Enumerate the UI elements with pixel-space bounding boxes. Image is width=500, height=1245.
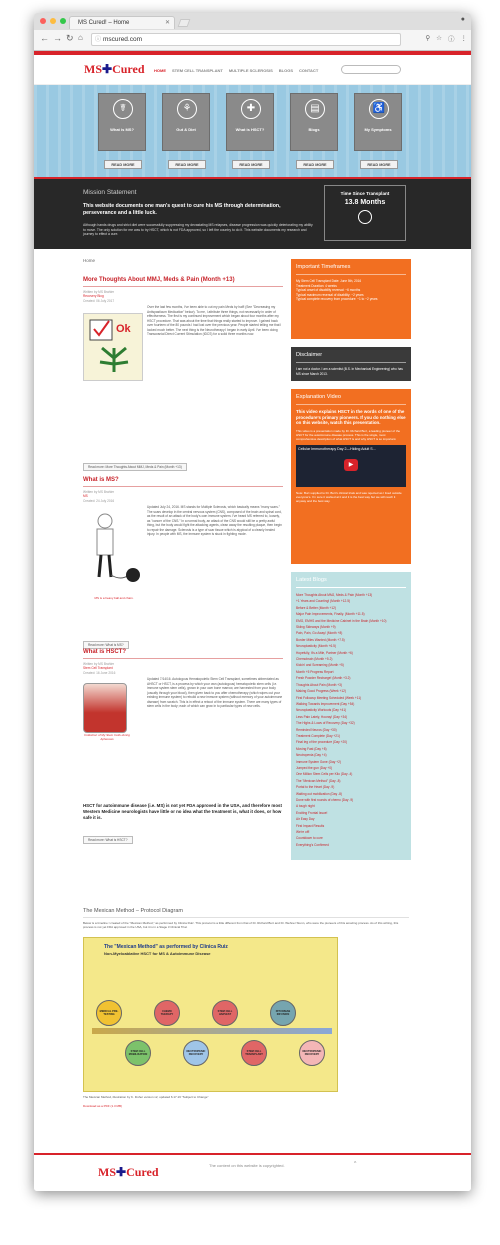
- hsct-warning: HSCT for autoimmune disease (i.e. MS) is not yet FDA approved in the USA, and therefore most Western Medicine neurologists have little or no idea what the treatment is, what it does, or how safe it is.: [83, 803, 282, 820]
- site-logo[interactable]: MS✚Cured: [84, 62, 145, 76]
- mission-title: Mission Statement: [83, 189, 137, 196]
- back-button[interactable]: ←: [40, 33, 49, 43]
- read-more-button[interactable]: READ MORE: [168, 160, 206, 169]
- home-button[interactable]: ⌂: [78, 33, 83, 42]
- latest-blog-link[interactable]: A tough night: [296, 804, 315, 809]
- feature-banner: [34, 85, 471, 179]
- read-more-button[interactable]: Read more: What is MS?: [83, 641, 129, 649]
- video-widget: Explanation Video This video explains HSCT in the words of one of the procedure's primary pioneers. If you do nothing else on this website, watch this presentation. This video is a presentation made by Dr. Richard Burt, a leading pioneer of the HSCT for the autoimmune disease process. This is the single, most comprehensive description of what HSCT is and why HSCT is so important. Cellular Immunotherapy Day 2—Hiding Adult S… ▶ Note: Burt supplied to Dr. Burt's clinical trials and was rejected as I lived outside everyone's. I'm sure it worked at it and it is the best way but we will reach it anyway and the best way.: [291, 389, 411, 564]
- diagram-stage-bubble: CHEMO THERAPY: [154, 1000, 180, 1026]
- info-icon: ⓘ: [95, 37, 102, 43]
- latest-blog-link[interactable]: Waiting out mobilization (Day -8): [296, 791, 342, 796]
- mission-statement: This website documents one man's quest to cure his MS through determination, perseverance and a little luck.: [83, 203, 281, 216]
- post-excerpt: Updated 7/14/16. Autologous Hematopoietic Stem Cell Transplant, sometimes abbreviated as AHSCT or HSCT, is a process by which your own (autologous) hematopoietic stem cells (i.e. immune system stem cells), grown in your own bone marrow, are harvested from your body (usually through your blood), then given back to you after chemotherapy (which wipes out your existing immune system) to rebuild a new immune system (without memory of your autoimmune disease) from scratch. This is in effect a reboot of the immune system. There are many types of stem cells in the body; each of which can grow in to particular types of new cells.: [147, 677, 283, 708]
- menu-item-home[interactable]: HOME: [154, 68, 166, 73]
- footer-logo[interactable]: MS✚Cured: [98, 1165, 159, 1179]
- latest-blog-link[interactable]: EMG, EMHS and the Medicine Cabinet in the Brain (Month +10): [296, 618, 387, 623]
- diagram-stage-bubble: NEUTROPENIC RECOVERY: [299, 1040, 325, 1066]
- latest-blog-link[interactable]: The Highs & Lows of Recovery (Day +32): [296, 721, 355, 726]
- post-mmj: More Thoughts About MMJ, Meds & Pain (Month +13) Written by MS Brahler Recovery Blog Created: 06 July 2017 Ok Over the last few months, I've been able to cut my pain Meds by half! (See "Decreasing my Antispasticum Medication" below). To me, I attribute three things, not necessarily in order of effectiveness. The first is my continued improvement which began about four months after my HSCT procedure. That was about the time that things really started to improve. I gained back over fourteen of the 80 pounds I had lost over the previous year. People started telling me that I looked much better. The next thing is the Neurotherapy I began in early April. I've been doing Transcranial Direct Current Stimulation (tDCS) for a solid three months now. Read more: More Thoughts About MMJ, Meds & Pain (Month +13): [83, 277, 282, 469]
- post-excerpt: Over the last few months, I've been able to cut my pain Meds by half! (See "Decreasing my Antispasticum Medication" below). To me, I attribute three things, not necessarily in order of effectiveness. The first is my continued improvement which began about four months after my HSCT procedure. That was about the time that things really started to improve. I gained back over fourteen of the 80 pounds I had lost over the previous year. People started telling me that I looked much better. The next thing is the Neurotherapy I began in early April. I've been doing Transcranial Direct Current Stimulation (tDCS) for a solid three months now.: [147, 305, 282, 336]
- read-more-button[interactable]: Read more: What is HSCT?: [83, 836, 133, 844]
- diagram-stage-bubble: STEM CELL HARVEST: [212, 1000, 238, 1026]
- latest-blog-link[interactable]: Skiing Sideways (Month +9): [296, 625, 336, 630]
- diagram-stage-bubble: MEDICAL PRE-TESTING: [96, 1000, 122, 1026]
- site-footer: MS✚Cured The content on this website is copyrighted. ^: [34, 1153, 471, 1191]
- download-pdf-link[interactable]: Download as a PDF (1.3 MB): [83, 1103, 123, 1108]
- feature-tile[interactable]: ☤ What is MS? READ MORE: [98, 93, 146, 151]
- site-header: [34, 55, 471, 85]
- svg-text:Ok: Ok: [116, 323, 131, 335]
- post-what-is-ms: What is MS? Written by MS Brahler MS Created: 24 July 2016 MS is a heavy ball and chain. Updated July 24, 2016. MS stands for Multiple Sclerosis, which basically means "many scars." The scars develop in the central nervous system (CNS), composed of the brain and spinal cord, as the result of an attack of the body's own immune system. I've heard MS referred to, loosely, as "cancer of the CNS." In a normal body, an attack of the CNS would still be a pretty awful thing, but the body would fight the attacking agents, clean away the resulting plaque, then begin to repair the damage. Sclerosis is a type of scar tissue which is atypical of a cleanly healed injury. In people with MS, the immune system is stuck in fighting mode. Read more: What is MS?: [83, 477, 282, 647]
- latest-blog-link[interactable]: Portal to the Heart (Day -9): [296, 785, 335, 790]
- post-title[interactable]: More Thoughts About MMJ, Meds & Pain (Month +13): [83, 277, 283, 287]
- post-category-link[interactable]: MS: [83, 494, 88, 499]
- latest-blog-link[interactable]: Pain, Pain, Go Away! (Month +8): [296, 631, 343, 636]
- timeframes-widget: Important Timeframes My Stem Cell Transplant Date: June 5th, 2016 Treatment Duration: 4 weeks Typical onset of disability reversal: ~6 months Typical maximum reversal of disability: ~2 years Typical complete recovery from procedure: ~1 to ~2 years: [291, 259, 411, 339]
- marijuana-ok-image: [83, 313, 143, 381]
- post-category-link[interactable]: Stem Cell Transplant: [83, 666, 113, 671]
- latest-blog-link[interactable]: Jumped the gun (Day +0): [296, 765, 333, 770]
- post-title[interactable]: What is HSCT?: [83, 649, 283, 659]
- video-player[interactable]: Cellular Immunotherapy Day 2—Hiding Adult S… ▶: [296, 445, 406, 487]
- feature-tile[interactable]: ✚ What is HSCT? READ MORE: [226, 93, 274, 151]
- latest-blog-link[interactable]: The "Mexican Method" (Day -8): [296, 778, 341, 783]
- main-content: [83, 258, 283, 849]
- document-icon: ▤: [305, 99, 325, 119]
- forward-button[interactable]: →: [53, 33, 62, 43]
- mission-section: [34, 179, 471, 249]
- protocol-diagram-section: The Mexican Method – Protocol Diagram Below is a timeline I created of the "Mexican Method," as performed by Clinica Ruiz. This protocol is a little different from that of Dr. Richard Burt and Dr. Wehner Stunn, who were the pioneers of this amazing process. As of this writing, this process is not yet FDA approved in the USA, but it is in a Stage 3 Clinical Trial. The "Mexican Method" as performed by Clinica Ruiz Non-Myeloablative HSCT for MS & Autoimmune Disease MEDICAL PRE-TESTING STEM CELL MOBILIZATION CHEMO THERAPY NEUTROPENIC RECOVERY STEM CELL HARVEST STEM CELL TRANSPLANT RITUXIMAB INFUSION NEUTROPENIC RECOVERY The Mexican Method, illustration by K. Fisher version v2, updated 6.17.16 "Subject to Change" Download as a PDF (1.3 MB): [83, 908, 409, 1108]
- site-search-input[interactable]: [341, 65, 401, 74]
- latest-blog-link[interactable]: Before & Better (Month +12): [296, 605, 336, 610]
- image-caption: Collection of My Stem Cells during Apheresis: [84, 733, 130, 741]
- latest-blog-link[interactable]: One Million Stem Cells per Kilo (Day -4): [296, 772, 353, 777]
- diagram-stage-bubble: NEUTROPENIC RECOVERY: [183, 1040, 209, 1066]
- latest-blog-link[interactable]: Air Easy Day: [296, 817, 315, 822]
- latest-blog-link[interactable]: We're off!: [296, 830, 310, 835]
- stopwatch-icon: [358, 210, 372, 224]
- address-bar[interactable]: ⓘ mscured.com: [91, 33, 401, 46]
- browser-window: [34, 13, 471, 1191]
- stem-cell-bag-image: [83, 683, 131, 753]
- latest-blog-link[interactable]: Everything's Confirmed: [296, 842, 329, 847]
- menu-item-multiple-sclerosis[interactable]: MULTIPLE SCLEROSIS: [228, 68, 273, 73]
- latest-blog-link[interactable]: Walking Towards Improvement (Day +54): [296, 701, 355, 706]
- diagram-stage-bubble: STEM CELL MOBILIZATION: [125, 1040, 151, 1066]
- latest-blog-link[interactable]: Thoughts About Pain (Month +3): [296, 682, 342, 687]
- profile-icon[interactable]: ●: [460, 16, 465, 23]
- latest-blog-link[interactable]: More Thoughts About MMJ, Meds & Pain (Month +13): [296, 593, 373, 597]
- latest-blog-link[interactable]: Hopefully, It's a Mile, Partner (Month +6): [296, 650, 353, 655]
- feature-tile[interactable]: ⚘ Gut & Diet READ MORE: [162, 93, 210, 151]
- read-more-button[interactable]: READ MORE: [104, 160, 142, 169]
- latest-blog-link[interactable]: Moving Fast (Day +8): [296, 746, 327, 751]
- post-what-is-hsct: What is HSCT? Written by MS Brahler Stem Cell Transplant Created: 16 June 2016 Collection of My Stem Cells during Apheresis Updated 7/14/16. Autologous Hematopoietic Stem Cell Transplant, sometimes abbreviated as AHSCT or HSCT, is a process by which your own (autologous) hematopoietic stem cells (i.e. immune system stem cells), grown in your own bone marrow, are harvested from your body (usually through your blood), then given back to you after chemotherapy (which wipes out your existing immune system) to rebuild a new immune system (without memory of your autoimmune disease) from scratch. This is in effect a reboot of the immune system. There are many types of stem cells in the body; each of which can grow in to particular types of new cells. HSCT for autoimmune disease (i.e. MS) is not yet FDA approved in the USA, and therefore most Western Medicine neurologists have little or no idea what the treatment is, what it does, or how safe it is. Read more: What is HSCT?: [83, 649, 283, 842]
- wheelchair-icon: ♿: [369, 99, 389, 119]
- tab-close-icon[interactable]: ✕: [164, 20, 170, 26]
- latest-blog-link[interactable]: Treatment Complete (Day +21): [296, 733, 340, 738]
- time-since-transplant-box: Time Since Transplant 13.8 Months: [324, 185, 406, 241]
- feature-tile[interactable]: ♿ My Symptoms READ MORE: [354, 93, 402, 151]
- timeframe-item: Typical onset of disability reversal: ~6 months: [296, 288, 361, 292]
- read-more-button[interactable]: READ MORE: [232, 160, 270, 169]
- feature-tile[interactable]: ▤ Blogs READ MORE: [290, 93, 338, 151]
- menu-item-stem-cell-transplant[interactable]: STEM CELL TRANSPLANT: [172, 68, 223, 73]
- extension-icon[interactable]: ⓘ: [448, 36, 455, 43]
- breadcrumb[interactable]: Home: [83, 258, 96, 263]
- maximize-window-button[interactable]: [60, 18, 66, 24]
- browser-chrome: [34, 13, 471, 51]
- new-tab-button[interactable]: [178, 19, 191, 27]
- play-icon[interactable]: ▶: [344, 459, 358, 471]
- latest-blog-link[interactable]: Immune System Gone (Day +2): [296, 759, 341, 764]
- latest-blog-link[interactable]: Less Pain Lately, Hooray! (Day +34): [296, 714, 348, 719]
- latest-blog-link[interactable]: Chemobrain (Month +5.2): [296, 657, 333, 662]
- latest-blogs-widget: Latest Blogs More Thoughts About MMJ, Meds & Pain (Month +13) +1 Years and Counting! (Month +12.5) Before & Better (Month +12) Major Pain Improvements, Finally. (Month +11.5) EMG, EMHS and the Medicine Cabinet in the Brain (Month +10) Skiing Sideways (Month +9) Pain, Pain, Go Away! (Month +8) Border Miles Wanted (Month +7.5) Neuroplasticity (Month +6.5) Hopefully, It's a Mile, Partner (Month +6) Chemobrain (Month +5.2) Kickin' and Screaming (Month +5) Month +5 Progress Report Fresh Powder Recharge! (Month +3.2) Thoughts About Pain (Month +3) Making Good Progress (Week +12) First Followup Meeting Scheduled (Week +11) Walking Towards Improvement (Day +54) Neuroplasticity Workouts (Day +41) Less Pain Lately, Hooray! (Day +34) The Highs & Lows of Recovery (Day +32) Reminded Neuros (Day +30) Treatment Complete (Day +21) Final leg of the procedure (Day +20) Moving Fast (Day +8) Neutropenia (Day +4) Immune System Gone (Day +2) Jumped the gun (Day +0) One Million Stem Cells per Kilo (Day -4) The "Mexican Method" (Day -8) Portal to the Heart (Day -9) Waiting out mobilization (Day -8) Done with first rounds of chemo (Day -9) A tough night Exciting Frontal Issue! Air Easy Day First Impact Results We're off! Countdown to cure Everything's Confirmed: [291, 572, 411, 860]
- sidebar: [291, 259, 411, 868]
- post-category-link[interactable]: Recovery Blog: [83, 294, 104, 299]
- latest-blog-link[interactable]: Neutropenia (Day +4): [296, 753, 327, 758]
- timeframe-item: Typical complete recovery from procedure: ~1 to ~2 years: [296, 297, 378, 301]
- latest-blog-link[interactable]: Major Pain Improvements, Finally. (Month +11.5): [296, 612, 365, 617]
- latest-blog-link[interactable]: Month +5 Progress Report: [296, 669, 334, 674]
- latest-blog-link[interactable]: Border Miles Wanted (Month +7.5): [296, 637, 345, 642]
- browser-tab[interactable]: MS Cured! – Home ✕: [69, 16, 175, 29]
- medkit-icon: ✚: [241, 99, 261, 119]
- web-page: [34, 51, 471, 249]
- latest-blog-link[interactable]: Neuroplasticity Workouts (Day +41): [296, 708, 347, 713]
- diagram-stage-bubble: STEM CELL TRANSPLANT: [241, 1040, 267, 1066]
- latest-blog-link[interactable]: Neuroplasticity (Month +6.5): [296, 644, 336, 649]
- latest-blog-link[interactable]: Final leg of the procedure (Day +20): [296, 740, 348, 745]
- post-title[interactable]: What is MS?: [83, 477, 283, 487]
- menu-dots-icon[interactable]: ⋮: [460, 35, 467, 42]
- latest-blog-link[interactable]: Countdown to cure: [296, 836, 323, 841]
- mission-description: Although hands drugs and strict diet were successfully suppressing my devastating MS relapses, disease progression was quickly deteriorating my ability to move. The only solution for me was to try HSCT, which is not FDA approved, so I left the country to do it. This website documents my research and journey to effect a cure.: [83, 223, 313, 237]
- logo-cross-icon: ✚: [102, 62, 113, 76]
- close-window-button[interactable]: [40, 18, 46, 24]
- mexican-method-diagram[interactable]: The "Mexican Method" as performed by Clinica Ruiz Non-Myeloablative HSCT for MS & Autoimmune Disease MEDICAL PRE-TESTING STEM CELL MOBILIZATION CHEMO THERAPY NEUTROPENIC RECOVERY STEM CELL HARVEST STEM CELL TRANSPLANT RITUXIMAB INFUSION NEUTROPENIC RECOVERY: [83, 937, 338, 1092]
- latest-blog-link[interactable]: Done with first rounds of chemo (Day -9): [296, 798, 354, 802]
- bookmark-star-icon[interactable]: ☆: [436, 35, 442, 42]
- menu-item-blogs[interactable]: BLOGS: [278, 68, 293, 73]
- time-since-value: 13.8 Months: [344, 199, 386, 206]
- latest-blog-link[interactable]: Making Good Progress (Week +12): [296, 689, 346, 694]
- read-more-button[interactable]: READ MORE: [296, 160, 334, 169]
- latest-blog-link[interactable]: Kickin' and Screaming (Month +5): [296, 663, 344, 668]
- timeframe-item: Treatment Duration: 4 weeks: [296, 283, 337, 288]
- latest-blog-link[interactable]: First Impact Results: [296, 823, 325, 828]
- latest-blog-link[interactable]: First Followup Meeting Scheduled (Week +11): [296, 695, 362, 700]
- timeframe-item: My Stem Cell Transplant Date: June 5th, 2016: [296, 279, 362, 283]
- menu-item-contact[interactable]: CONTACT: [299, 68, 319, 73]
- minimize-window-button[interactable]: [50, 18, 56, 24]
- diagram-stage-bubble: RITUXIMAB INFUSION: [270, 1000, 296, 1026]
- latest-blog-link[interactable]: +1 Years and Counting! (Month +12.5): [296, 599, 351, 604]
- timeframe-item: Typical maximum reversal of disability: ~2 years: [296, 292, 364, 297]
- main-menu: [154, 68, 318, 73]
- reload-button[interactable]: ↻: [66, 33, 74, 43]
- post-excerpt: Updated July 24, 2016. MS stands for Multiple Sclerosis, which basically means "many scars." The scars develop in the central nervous system (CNS), composed of the brain and spinal cord, as the result of an attack of the body's own immune system. I've heard MS referred to, loosely, as "cancer of the CNS." In a normal body, an attack of the CNS would still be a pretty awful thing, but the body would fight the attacking agents, clean away the resulting plaque, then begin to repair the damage. Sclerosis is a type of scar tissue which is atypical of a cleanly healed injury. In people with MS, the immune system is stuck in fighting mode.: [147, 505, 282, 536]
- read-more-button[interactable]: Read more: More Thoughts About MMJ, Meds & Pain (Month +13): [83, 463, 187, 471]
- cutlery-icon: ⚘: [177, 99, 197, 119]
- read-more-button[interactable]: READ MORE: [360, 160, 398, 169]
- logo-cross-icon: ✚: [116, 1165, 127, 1179]
- latest-blog-link[interactable]: Fresh Powder Recharge! (Month +3.2): [296, 676, 351, 681]
- latest-blog-link[interactable]: Exciting Frontal Issue!: [296, 810, 328, 815]
- ball-and-chain-image: [83, 511, 145, 600]
- image-caption: MS is a heavy ball and chain.: [94, 596, 134, 600]
- scroll-up-button[interactable]: ^: [354, 1161, 357, 1167]
- zoom-icon[interactable]: ⚲: [425, 35, 431, 42]
- stethoscope-icon: ☤: [113, 99, 133, 119]
- latest-blog-link[interactable]: Reminded Neuros (Day +30): [296, 727, 337, 732]
- disclaimer-widget: Disclaimer I am not a doctor. I am a scientist (B.S. in Mechanical Engineering) who has MS since March 2013.: [291, 347, 411, 381]
